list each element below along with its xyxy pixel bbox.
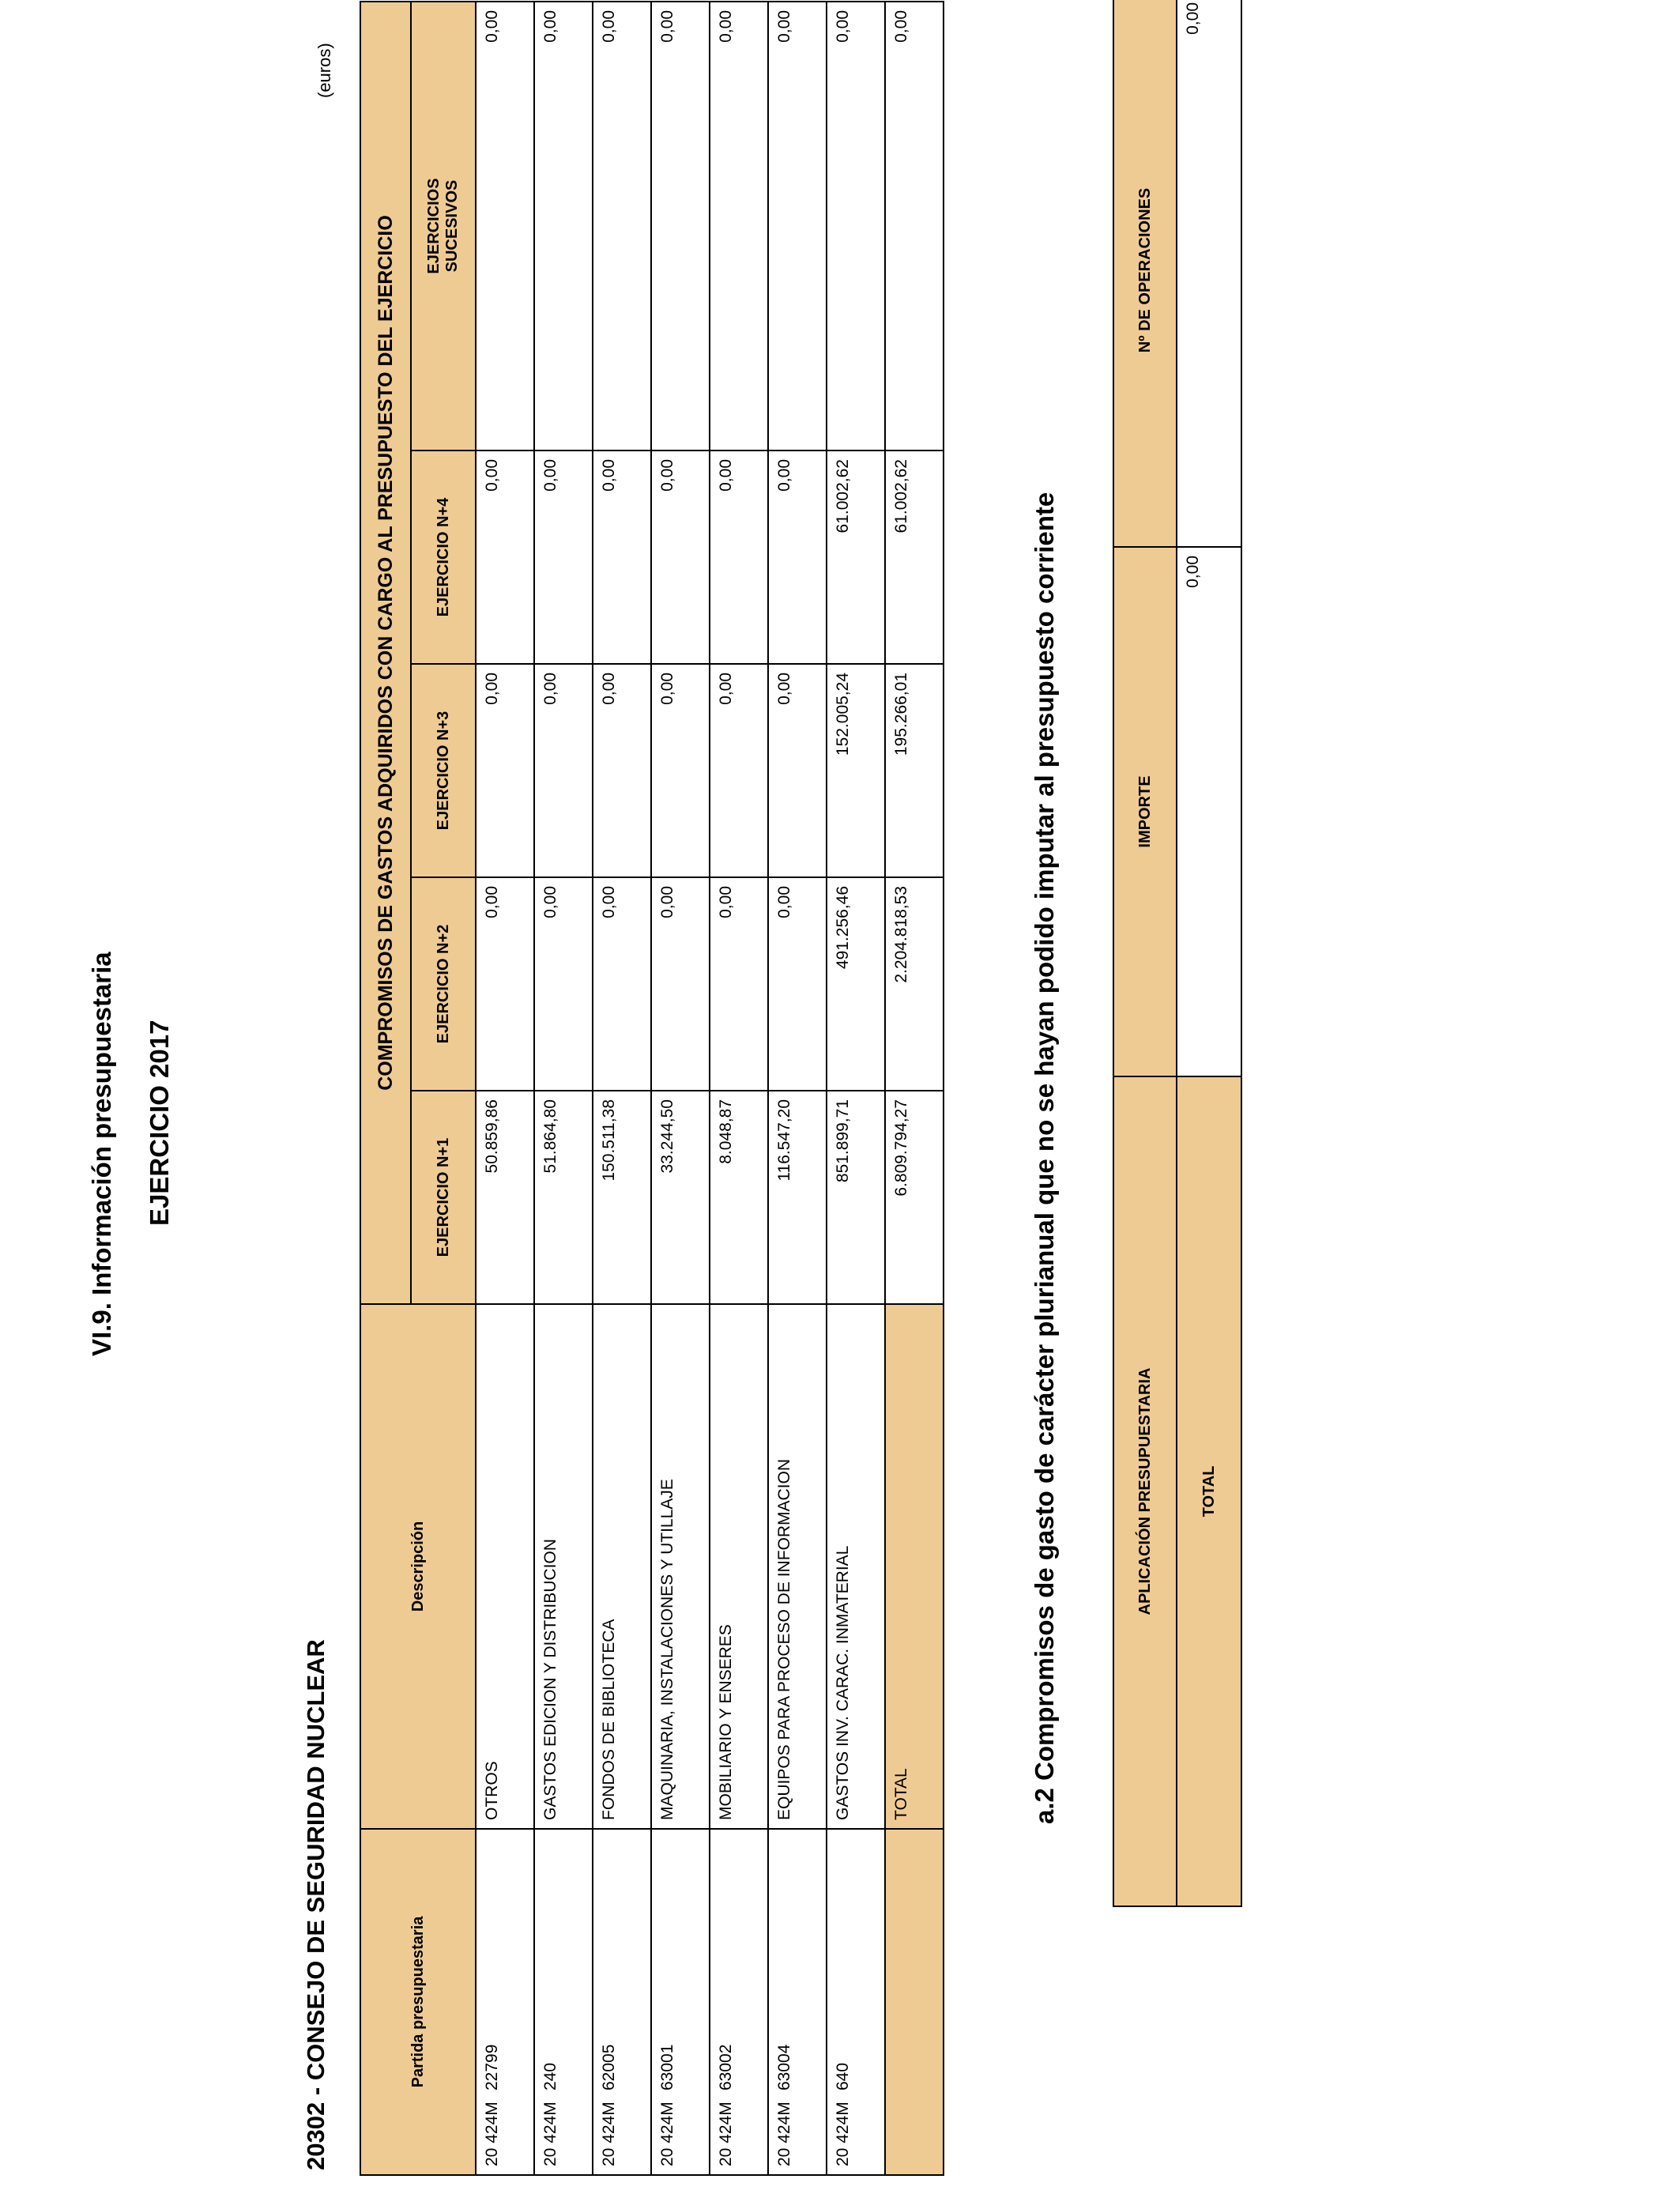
- partida-code: 20 424M: [483, 2102, 501, 2166]
- descripcion-cell: OTROS: [476, 1304, 534, 1829]
- ejercicios-sucesivos-cell: 0,00: [534, 2, 593, 450]
- descripcion-cell: GASTOS EDICION Y DISTRIBUCION: [534, 1304, 593, 1829]
- ejercicio-n2-cell: 0,00: [593, 877, 651, 1091]
- partida-subcode: 63001: [658, 2044, 676, 2090]
- ejercicios-sucesivos-cell: 0,00: [651, 2, 710, 450]
- total-label: TOTAL: [885, 1304, 944, 1829]
- ejercicios-sucesivos-cell: 0,00: [476, 2, 534, 450]
- ejercicio-n1-cell: 851.899,71: [827, 1091, 885, 1304]
- partida-subcode: 640: [834, 2062, 852, 2090]
- ejercicio-n2-cell: 0,00: [651, 877, 710, 1091]
- header-compromisos-group: COMPROMISOS DE GASTOS ADQUIRIDOS CON CARGO AL PRESUPUESTO DEL EJERCICIO: [360, 2, 411, 1304]
- a2-total-operaciones: 0,00: [1177, 0, 1241, 547]
- header-ejercicio-n1: EJERCICIO N+1: [411, 1091, 476, 1304]
- ejercicio-n2-cell: 0,00: [768, 877, 827, 1091]
- header-sucesivos-line1: EJERCICIOS: [425, 178, 443, 274]
- total-n3: 195.266,01: [885, 664, 944, 877]
- header-ejercicios-sucesivos: [411, 2, 476, 450]
- partida-subcode: 22799: [483, 2044, 501, 2090]
- ejercicio-n3-cell: 152.005,24: [827, 664, 885, 877]
- partida-cell: [476, 1829, 534, 2175]
- partida-cell: [651, 1829, 710, 2175]
- descripcion-cell: FONDOS DE BIBLIOTECA: [593, 1304, 651, 1829]
- header-descripcion: Descripción: [360, 1304, 476, 1829]
- ejercicio-n4-cell: 61.002,62: [827, 450, 885, 664]
- ejercicio-n4-cell: 0,00: [651, 450, 710, 664]
- partida-cell: [593, 1829, 651, 2175]
- ejercicio-n4-cell: 0,00: [593, 450, 651, 664]
- header-importe: IMPORTE: [1113, 547, 1177, 1076]
- ejercicio-n1-cell: 8.048,87: [710, 1091, 768, 1304]
- header-aplicacion: APLICACIÓN PRESUPUESTARIA: [1113, 1076, 1177, 1906]
- partida-code: 20 424M: [834, 2102, 852, 2166]
- total-row: [885, 2, 944, 2175]
- partida-subcode: 240: [541, 2062, 559, 2090]
- ejercicio-n2-cell: 0,00: [710, 877, 768, 1091]
- partida-cell: [768, 1829, 827, 2175]
- descripcion-cell: MAQUINARIA, INSTALACIONES Y UTILLAJE: [651, 1304, 710, 1829]
- ejercicio-n4-cell: 0,00: [710, 450, 768, 664]
- ejercicio-n4-cell: 0,00: [768, 450, 827, 664]
- ejercicio-n2-cell: 491.256,46: [827, 877, 885, 1091]
- ejercicio-n3-cell: 0,00: [651, 664, 710, 877]
- ejercicio-n3-cell: 0,00: [710, 664, 768, 877]
- ejercicio-n3-cell: 0,00: [768, 664, 827, 877]
- ejercicios-sucesivos-cell: 0,00: [827, 2, 885, 450]
- header-ejercicio-n3: EJERCICIO N+3: [411, 664, 476, 877]
- total-sucesivos: 0,00: [885, 2, 944, 450]
- partida-cell: [710, 1829, 768, 2175]
- partida-code: 20 424M: [541, 2102, 559, 2166]
- section-a2-title: a.2 Compromisos de gasto de carácter plurianual que no se hayan podido imputar al presupuesto corriente: [1030, 492, 1059, 1824]
- partida-subcode: 63004: [775, 2044, 793, 2090]
- commitments-table: [360, 1, 944, 2176]
- ejercicios-sucesivos-cell: 0,00: [593, 2, 651, 450]
- partida-code: 20 424M: [600, 2102, 618, 2166]
- table-row: [476, 2, 534, 2175]
- partida-subcode: 62005: [600, 2044, 618, 2090]
- ejercicios-sucesivos-cell: 0,00: [768, 2, 827, 450]
- ejercicio-n2-cell: 0,00: [476, 877, 534, 1091]
- exercise-year: EJERCICIO 2017: [145, 1020, 174, 1226]
- table-row: [827, 2, 885, 2175]
- ejercicio-n2-cell: 0,00: [534, 877, 593, 1091]
- partida-code: 20 424M: [658, 2102, 676, 2166]
- partida-cell: [534, 1829, 593, 2175]
- total-n4: 61.002,62: [885, 450, 944, 664]
- a2-total-importe: 0,00: [1177, 547, 1241, 1076]
- table-row: [651, 2, 710, 2175]
- ejercicio-n1-cell: 150.511,38: [593, 1091, 651, 1304]
- ejercicio-n1-cell: 51.864,80: [534, 1091, 593, 1304]
- partida-code: 20 424M: [775, 2102, 793, 2166]
- ejercicio-n1-cell: 33.244,50: [651, 1091, 710, 1304]
- total-empty-cell: [885, 1829, 944, 2175]
- ejercicio-n1-cell: 50.859,86: [476, 1091, 534, 1304]
- a2-table: [1113, 0, 1242, 1907]
- header-sucesivos-line2: SUCESIVOS: [443, 179, 461, 273]
- organization-name: 20302 - CONSEJO DE SEGURIDAD NUCLEAR: [302, 1639, 330, 2170]
- partida-cell: [827, 1829, 885, 2175]
- a2-total-label: TOTAL: [1177, 1076, 1241, 1906]
- ejercicio-n3-cell: 0,00: [593, 664, 651, 877]
- units-label: (euros): [315, 43, 334, 98]
- ejercicio-n3-cell: 0,00: [534, 664, 593, 877]
- header-partida: Partida presupuestaria: [360, 1829, 476, 2175]
- table-row: [710, 2, 768, 2175]
- partida-subcode: 63002: [717, 2044, 735, 2090]
- descripcion-cell: MOBILIARIO Y ENSERES: [710, 1304, 768, 1829]
- page-title: VI.9. Información presupuestaria: [87, 952, 116, 1356]
- table-row: [534, 2, 593, 2175]
- table-row: [593, 2, 651, 2175]
- total-n2: 2.204.818,53: [885, 877, 944, 1091]
- header-ejercicio-n4: EJERCICIO N+4: [411, 450, 476, 664]
- header-operaciones: Nº DE OPERACIONES: [1113, 0, 1177, 547]
- ejercicios-sucesivos-cell: 0,00: [710, 2, 768, 450]
- total-n1: 6.809.794,27: [885, 1091, 944, 1304]
- partida-code: 20 424M: [717, 2102, 735, 2166]
- ejercicio-n1-cell: 116.547,20: [768, 1091, 827, 1304]
- header-ejercicio-n2: EJERCICIO N+2: [411, 877, 476, 1091]
- descripcion-cell: GASTOS INV. CARAC. INMATERIAL: [827, 1304, 885, 1829]
- ejercicio-n4-cell: 0,00: [534, 450, 593, 664]
- ejercicio-n4-cell: 0,00: [476, 450, 534, 664]
- ejercicio-n3-cell: 0,00: [476, 664, 534, 877]
- table-row: [768, 2, 827, 2175]
- descripcion-cell: EQUIPOS PARA PROCESO DE INFORMACION: [768, 1304, 827, 1829]
